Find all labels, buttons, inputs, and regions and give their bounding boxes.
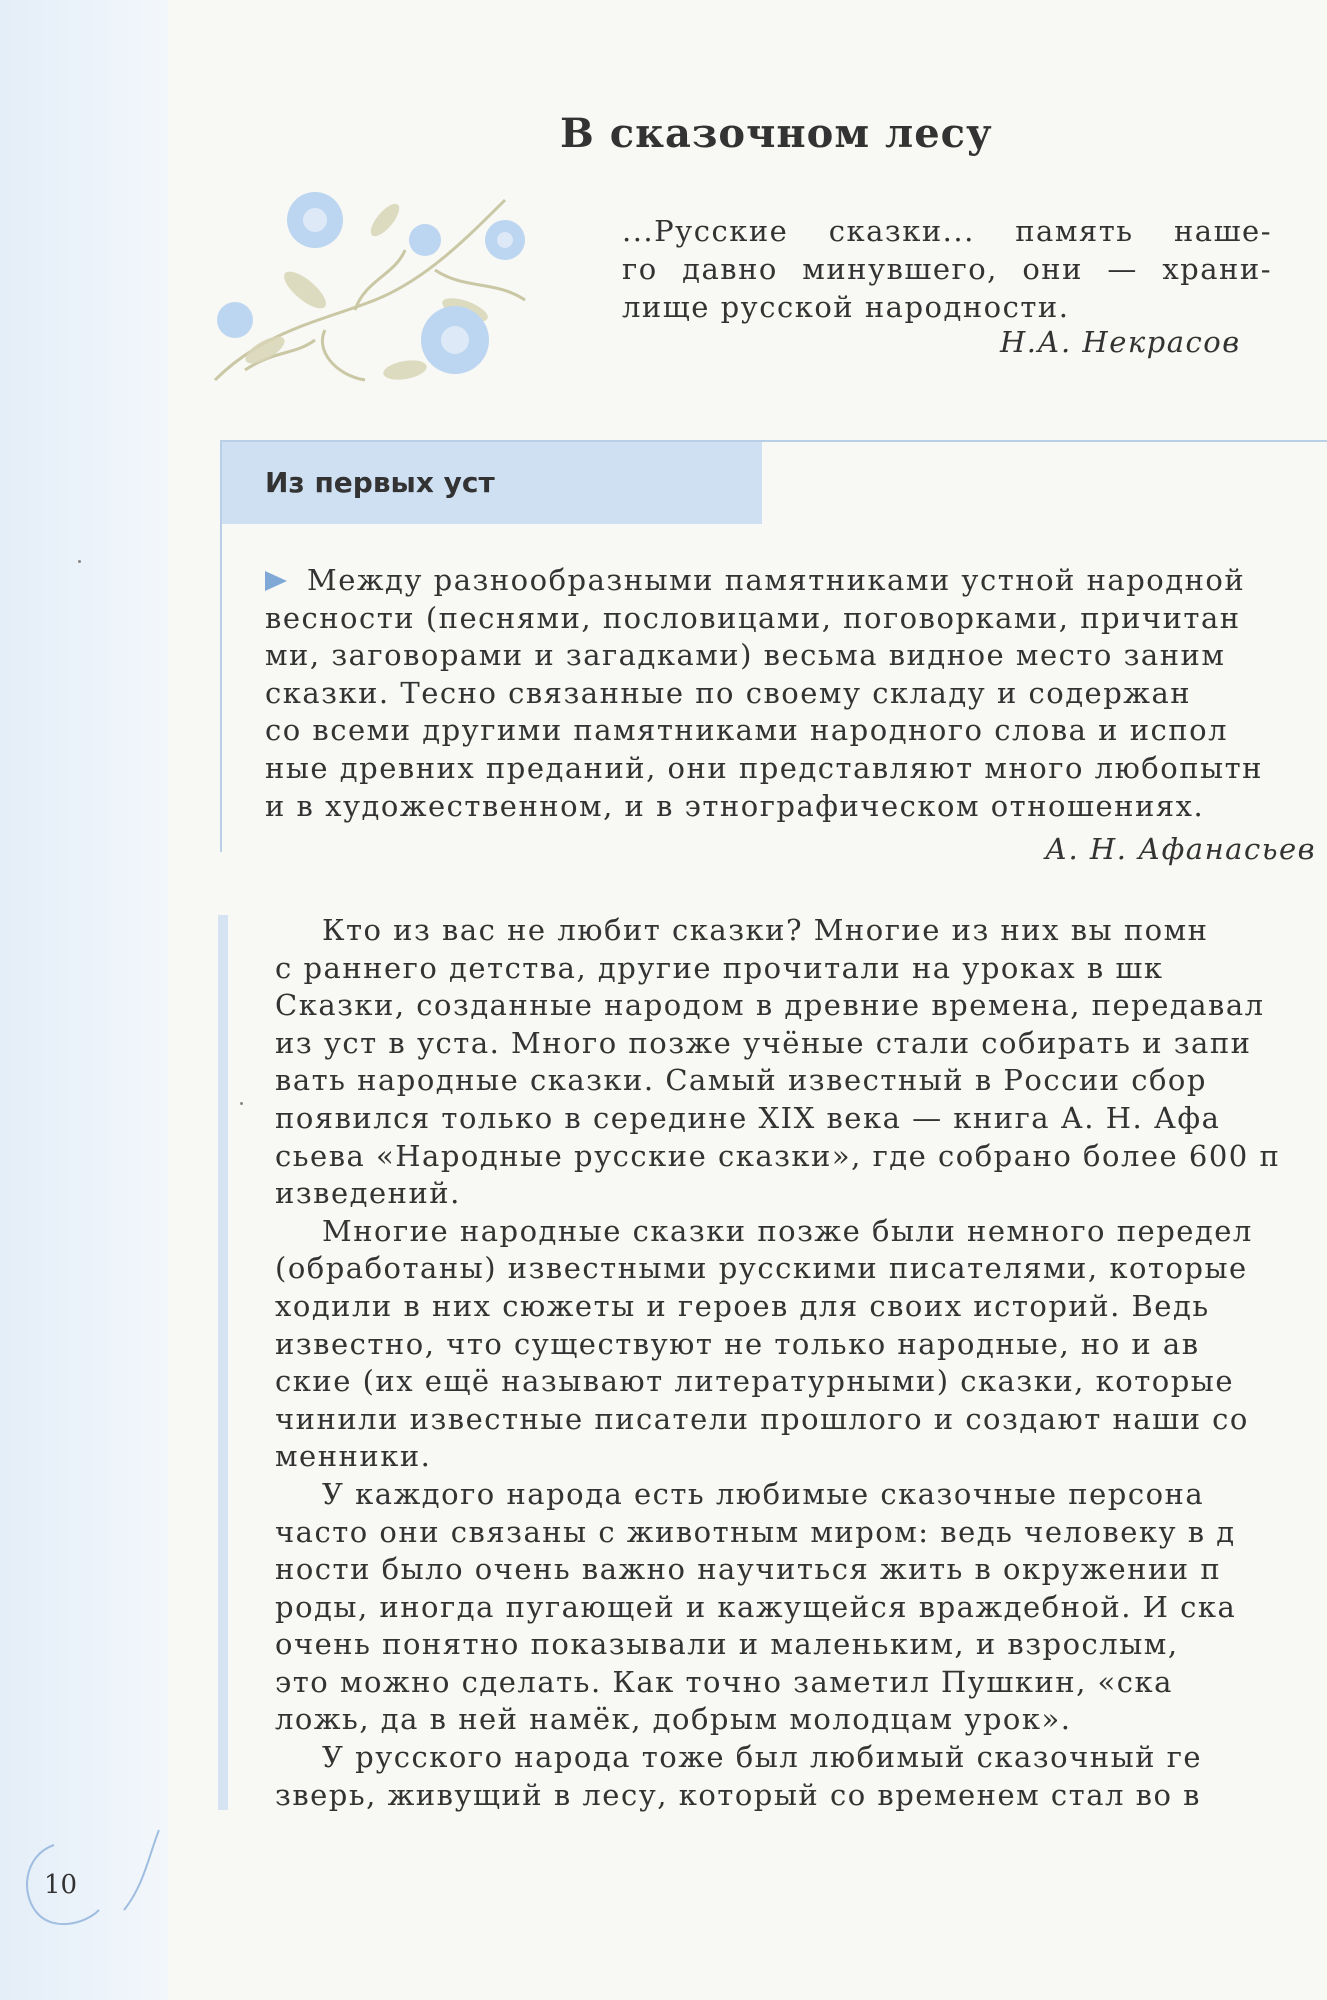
paragraph-line: роды, иногда пугающей и кажущейся враждебной. И ска <box>275 1589 1237 1624</box>
paragraph-line: сьева «Народные русские сказки», где собрано более 600 п <box>275 1138 1281 1173</box>
epigraph-line: лище русской народности. <box>622 290 1070 324</box>
quote-box-line: ные древних преданий, они представляют много любопытн <box>265 750 1264 785</box>
paragraph-line: менники. <box>275 1439 432 1474</box>
page-title: В сказочном лесу <box>560 110 993 157</box>
paragraph-line: часто они связаны с животным миром: ведь человеку в д <box>275 1514 1236 1549</box>
epigraph-author: Н.А. Некрасов <box>1000 325 1241 359</box>
paragraph-line: это можно сделать. Как точно заметил Пушкин, «ска <box>275 1664 1173 1699</box>
main-text-sidebar-line <box>218 915 228 1810</box>
paragraph-line: изведений. <box>275 1176 461 1211</box>
epigraph-line: го давно минувшего, они — храни- <box>622 252 1272 286</box>
print-speck <box>240 1102 243 1105</box>
page-number-ornament <box>14 1825 164 1935</box>
paragraph-line: (обработаны) известными русскими писателями, которые <box>275 1251 1248 1286</box>
quote-box-line: со всеми другими памятниками народного слова и испол <box>265 713 1228 748</box>
epigraph-line: ...Русские сказки... память наше- <box>622 214 1272 248</box>
paragraph-line: ходили в них сюжеты и героев для своих историй. Ведь <box>275 1288 1210 1323</box>
paragraph-line: ские (их ещё называют литературными) сказки, которые <box>275 1364 1235 1399</box>
paragraph-line: вать народные сказки. Самый известный в России сбор <box>275 1063 1207 1098</box>
page-number: 10 <box>44 1870 78 1900</box>
paragraph-line: очень понятно показывали и маленьким, и взрослым, <box>275 1627 1179 1662</box>
paragraph-line: зверь, живущий в лесу, который со временем стал во в <box>275 1777 1201 1812</box>
paragraph-line: с раннего детства, другие прочитали на уроках в шк <box>275 950 1164 985</box>
epigraph-quote <box>622 212 1272 326</box>
quote-box-line: ми, заговорами и загадками) весьма видное место заним <box>265 638 1226 673</box>
left-margin-strip <box>0 0 168 2000</box>
paragraph-line: из уст в уста. Много позже учёные стали собирать и запи <box>275 1025 1252 1060</box>
paragraph-line: У каждого народа есть любимые сказочные персона <box>322 1476 1205 1511</box>
main-text <box>275 912 1327 1814</box>
paragraph-line: ложь, да в ней намёк, добрым молодцам урок». <box>275 1702 1072 1737</box>
print-speck <box>78 560 81 563</box>
paragraph-line: Сказки, созданные народом в древние времена, передавал <box>275 988 1265 1023</box>
quote-box-line: сказки. Тесно связанные по своему складу и содержан <box>265 675 1192 710</box>
paragraph-line: Многие народные сказки позже были немного передел <box>322 1213 1253 1248</box>
quote-box-line: и в художественном, и в этнографическом отношениях. <box>265 788 1205 823</box>
quote-box-author: А. Н. Афанасьев <box>1045 832 1317 866</box>
quote-box-line <box>265 562 1327 600</box>
quote-box-line: весности (песнями, пословицами, поговорками, причитан <box>265 600 1241 635</box>
paragraph-line: появился только в середине XIX века — книга А. Н. Афа <box>275 1100 1221 1135</box>
triangle-bullet-icon <box>265 571 287 591</box>
floral-ornament <box>205 180 545 400</box>
paragraph-line: известно, что существуют не только народные, но и ав <box>275 1326 1200 1361</box>
quote-box-title: Из первых уст <box>265 466 495 499</box>
quote-box-text <box>265 562 1327 825</box>
quote-box-line-text: Между разнообразными памятниками устной народной <box>307 563 1246 597</box>
paragraph-line: ности было очень важно научиться жить в окружении п <box>275 1552 1222 1587</box>
paragraph-line: Кто из вас не любит сказки? Многие из них вы помн <box>322 913 1209 947</box>
paragraph-line: У русского народа тоже был любимый сказочный ге <box>322 1740 1203 1775</box>
paragraph-line: чинили известные писатели прошлого и создают наши со <box>275 1401 1249 1436</box>
